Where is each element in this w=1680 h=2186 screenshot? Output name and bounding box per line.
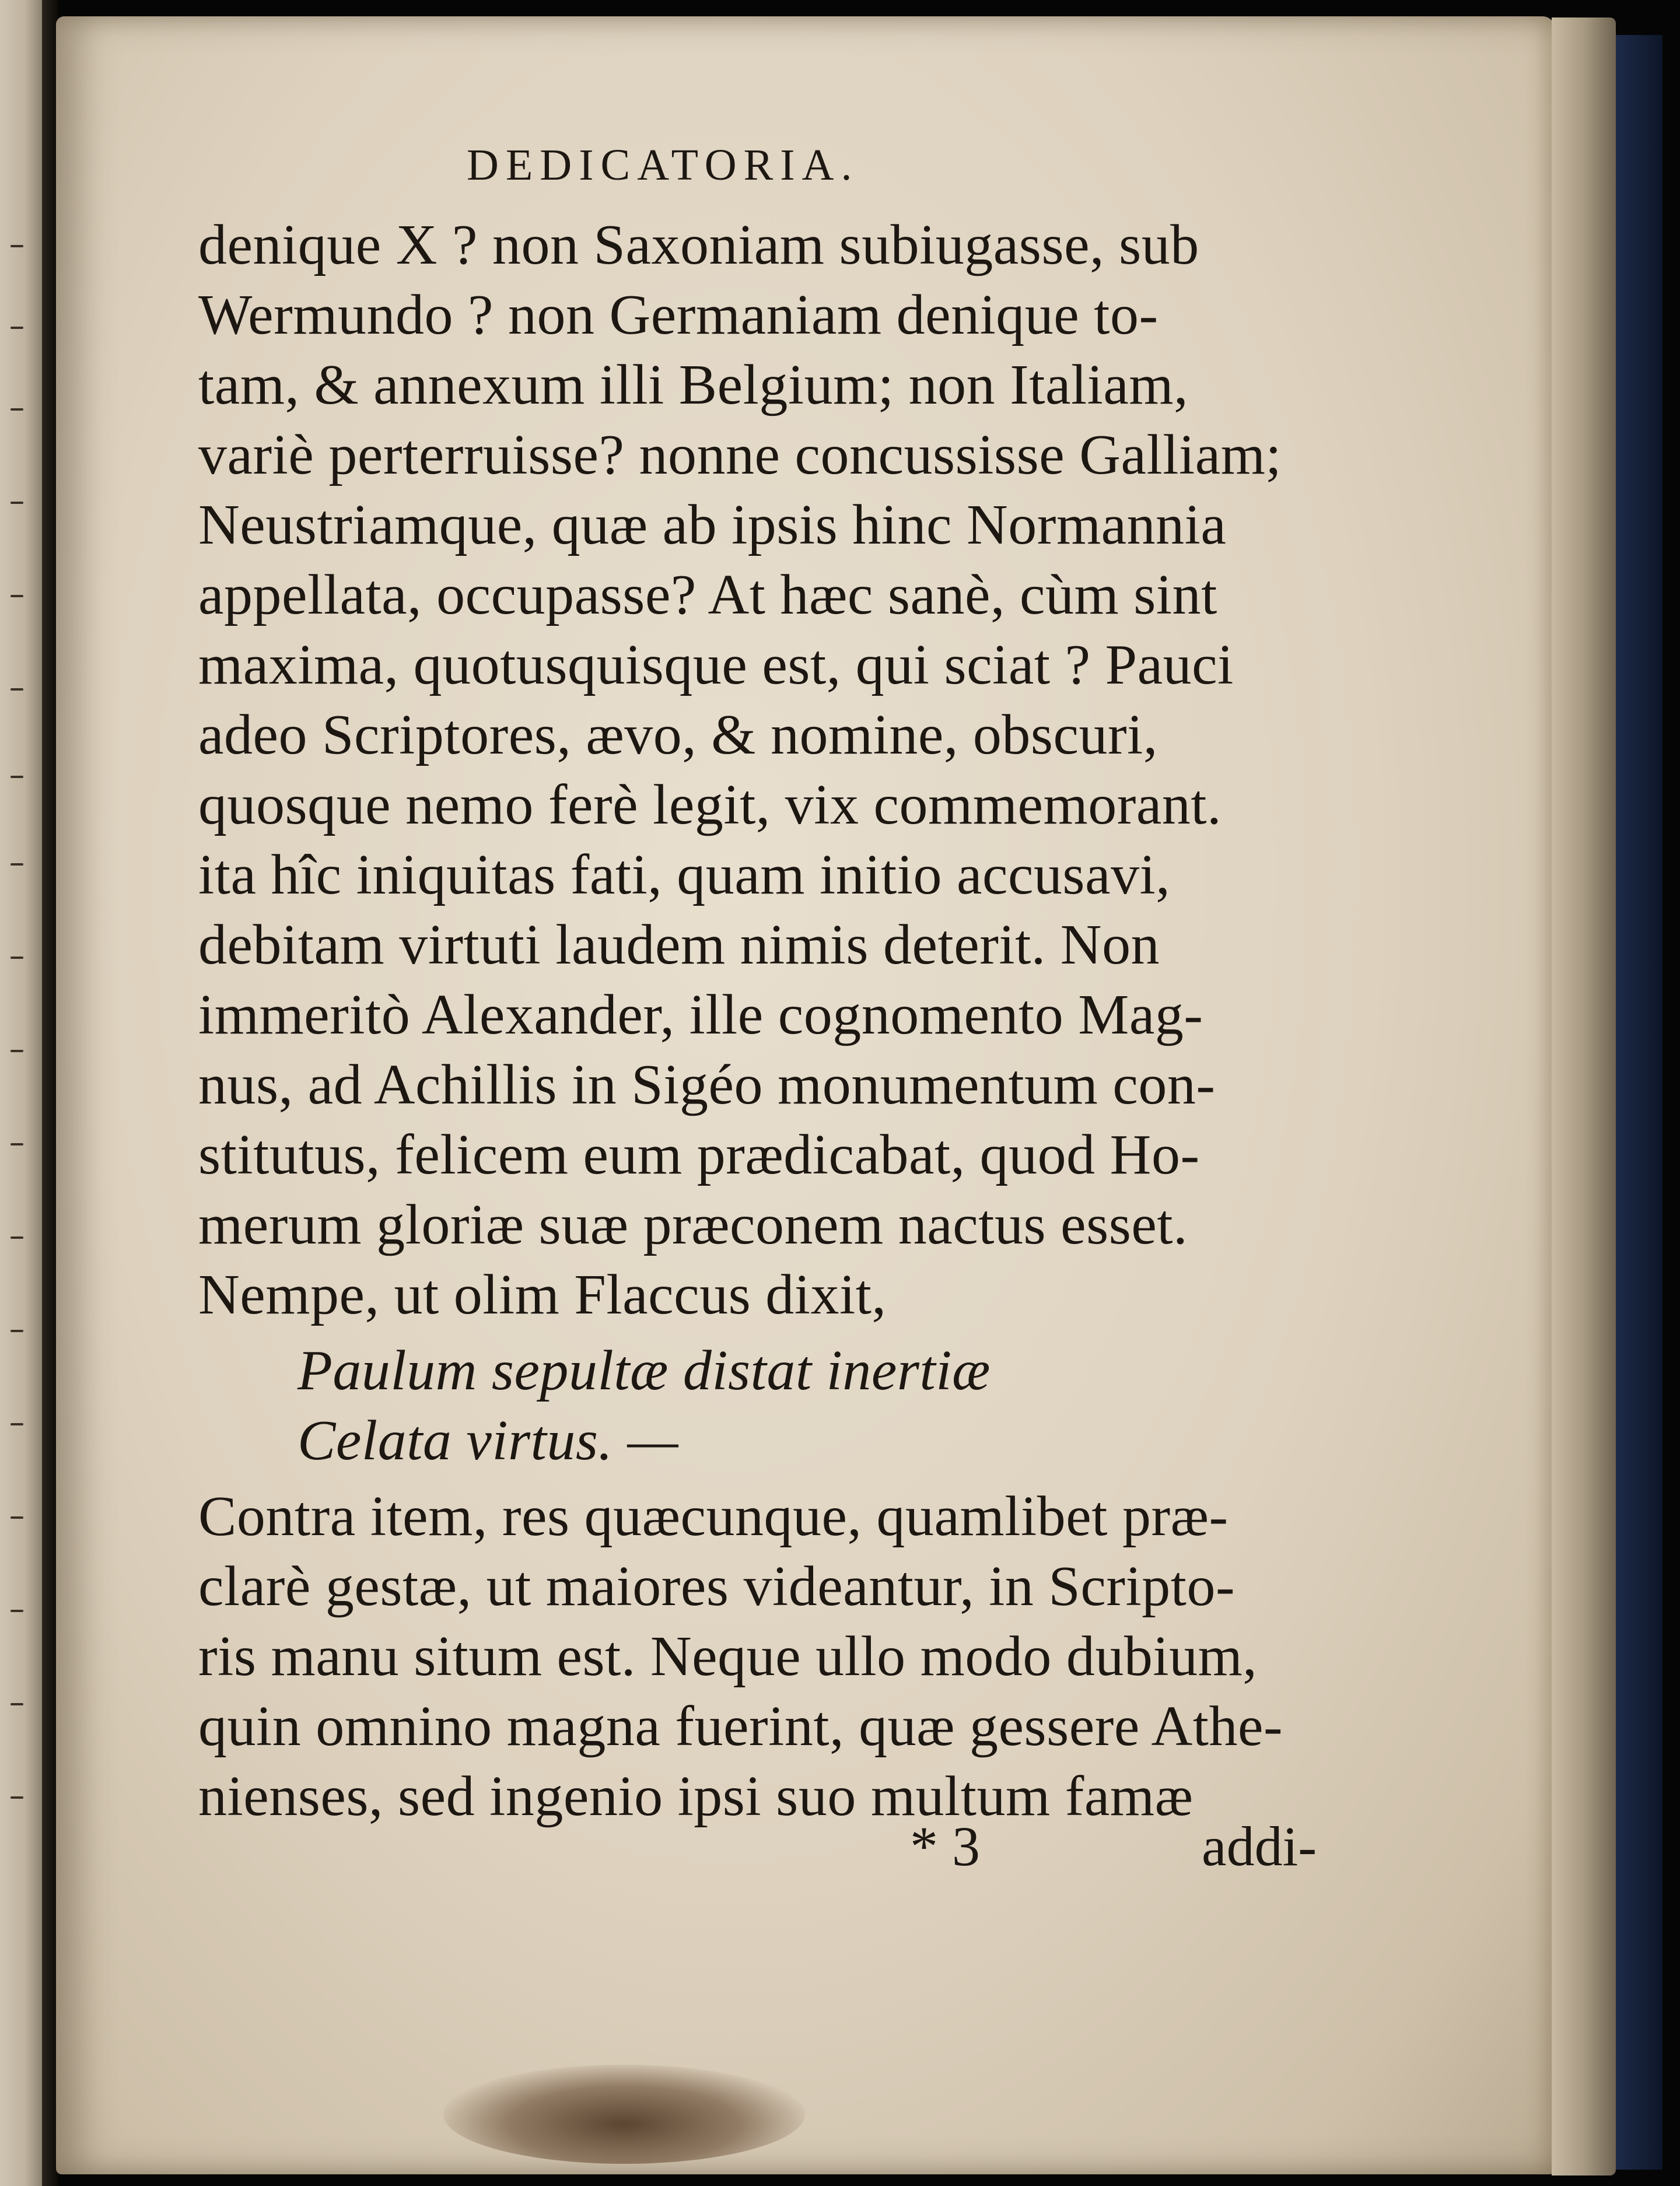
text-line: nienses, sed ingenio ipsi suo multum famæ [198, 1765, 1194, 1828]
text-line: immeritò Alexander, ille cognomento Mag- [198, 983, 1203, 1046]
signature-mark: * 3 [910, 1815, 980, 1877]
text-line: denique X ? non Saxoniam subiugasse, sub [198, 213, 1199, 276]
text-line: nus, ad Achillis in Sigéo monumentum con- [198, 1053, 1216, 1116]
text-line: maxima, quotusquisque est, qui sciat ? Pauci [198, 633, 1234, 696]
text-line: variè perterruisse? nonne concussisse Galliam; [198, 423, 1282, 486]
text-line: ita hîc iniquitas fati, quam initio accusavi, [198, 843, 1171, 906]
text-line: Contra item, res quæcunque, quamlibet præ- [198, 1485, 1228, 1548]
text-line: debitam virtuti laudem nimis deterit. Non [198, 913, 1160, 976]
text-line: appellata, occupasse? At hæc sanè, cùm sint [198, 563, 1217, 626]
text-line: Neustriamque, quæ ab ipsis hinc Normannia [198, 493, 1227, 556]
text-line: tam, & annexum illi Belgium; non Italiam, [198, 353, 1189, 416]
running-header: DEDICATORIA. [467, 141, 859, 190]
text-line: merum gloriæ suæ præconem nactus esset. [198, 1193, 1188, 1256]
text-line: adeo Scriptores, ævo, & nomine, obscuri, [198, 703, 1158, 766]
text-line: ris manu situm est. Neque ullo modo dubium, [198, 1625, 1258, 1688]
catchword: addi- [1202, 1815, 1317, 1877]
text-line: Nempe, ut olim Flaccus dixit, [198, 1263, 887, 1326]
text-line: stitutus, felicem eum prædicabat, quod Ho- [198, 1123, 1200, 1186]
verse-line: Celata virtus. — [298, 1409, 679, 1472]
text-line: quin omnino magna fuerint, quæ gessere Athe- [198, 1695, 1283, 1758]
text-line: clarè gestæ, ut maiores videantur, in Scripto- [198, 1555, 1236, 1618]
text-line: Wermundo ? non Germaniam denique to- [198, 283, 1158, 346]
text-line: quosque nemo ferè legit, vix commemorant. [198, 773, 1222, 836]
verse-line: Paulum sepultæ distat inertiæ [298, 1339, 991, 1402]
